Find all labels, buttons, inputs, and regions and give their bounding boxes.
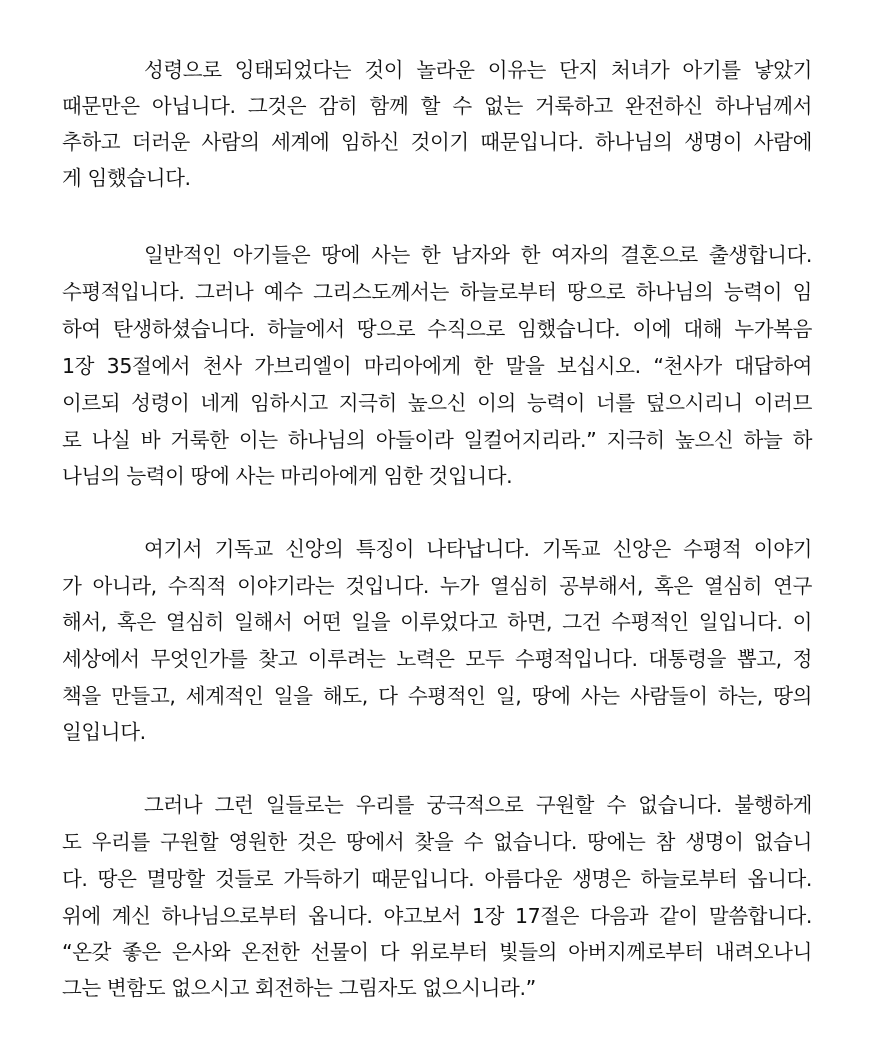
- text-line: 때문만은 아닙니다. 그것은 감히 함께 할 수 없는 거룩하고 완전하신 하나님께서: [62, 94, 812, 118]
- text-line: 그는 변함도 없으시고 회전하는 그림자도 없으시니라.”: [62, 976, 536, 1000]
- text-line: 하여 탄생하셨습니다. 하늘에서 땅으로 수직으로 임했습니다. 이에 대해 누가복음: [62, 317, 812, 341]
- text-line: “온갖 좋은 은사와 온전한 선물이 다 위로부터 빛들의 아버지께로부터 내려오나니: [62, 940, 812, 964]
- text-line: 로 나실 바 거룩한 이는 하나님의 아들이라 일컬어지리라.” 지극히 높으신 하늘 하: [62, 428, 812, 452]
- text-line: 도 우리를 구원할 영원한 것은 땅에서 찾을 수 없습니다. 땅에는 참 생명이 없습니: [62, 830, 812, 854]
- text-line: 세상에서 무엇인가를 찾고 이루려는 노력은 모두 수평적입니다. 대통령을 뽑고, 정: [62, 647, 812, 671]
- text-line: 책을 만들고, 세계적인 일을 해도, 다 수평적인 일, 땅에 사는 사람들이 하는, 땅의: [62, 684, 812, 708]
- text-line: 나님의 능력이 땅에 사는 마리아에게 임한 것입니다.: [62, 464, 513, 488]
- text-line: 그러나 그런 일들로는 우리를 궁극적으로 구원할 수 없습니다. 불행하게: [144, 793, 812, 817]
- text-line: 해서, 혹은 열심히 일해서 어떤 일을 이루었다고 하면, 그건 수평적인 일입니다. 이: [62, 610, 812, 634]
- text-line: 다. 땅은 멸망할 것들로 가득하기 때문입니다. 아름다운 생명은 하늘로부터 옵니다.: [62, 867, 812, 891]
- text-line: 일반적인 아기들은 땅에 사는 한 남자와 한 여자의 결혼으로 출생합니다.: [144, 243, 812, 267]
- text-line: 1장 35절에서 천사 가브리엘이 마리아에게 한 말을 보십시오. “천사가 대답하여: [62, 354, 812, 378]
- text-line: 게 임했습니다.: [62, 166, 191, 190]
- text-line: 수평적입니다. 그러나 예수 그리스도께서는 하늘로부터 땅으로 하나님의 능력이 임: [62, 280, 812, 304]
- text-line: 성령으로 잉태되었다는 것이 놀라운 이유는 단지 처녀가 아기를 낳았기: [144, 58, 812, 82]
- text-line: 가 아니라, 수직적 이야기라는 것입니다. 누가 열심히 공부해서, 혹은 열심히 연구: [62, 574, 812, 598]
- text-line: 이르되 성령이 네게 임하시고 지극히 높으신 이의 능력이 너를 덮으시리니 이러므: [62, 391, 812, 415]
- text-line: 추하고 더러운 사람의 세계에 임하신 것이기 때문입니다. 하나님의 생명이 사람에: [62, 130, 812, 154]
- text-line: 위에 계신 하나님으로부터 옵니다. 야고보서 1장 17절은 다음과 같이 말씀합니다.: [62, 904, 812, 928]
- text-line: 일입니다.: [62, 720, 146, 744]
- text-line: 여기서 기독교 신앙의 특징이 나타납니다. 기독교 신앙은 수평적 이야기: [144, 537, 812, 561]
